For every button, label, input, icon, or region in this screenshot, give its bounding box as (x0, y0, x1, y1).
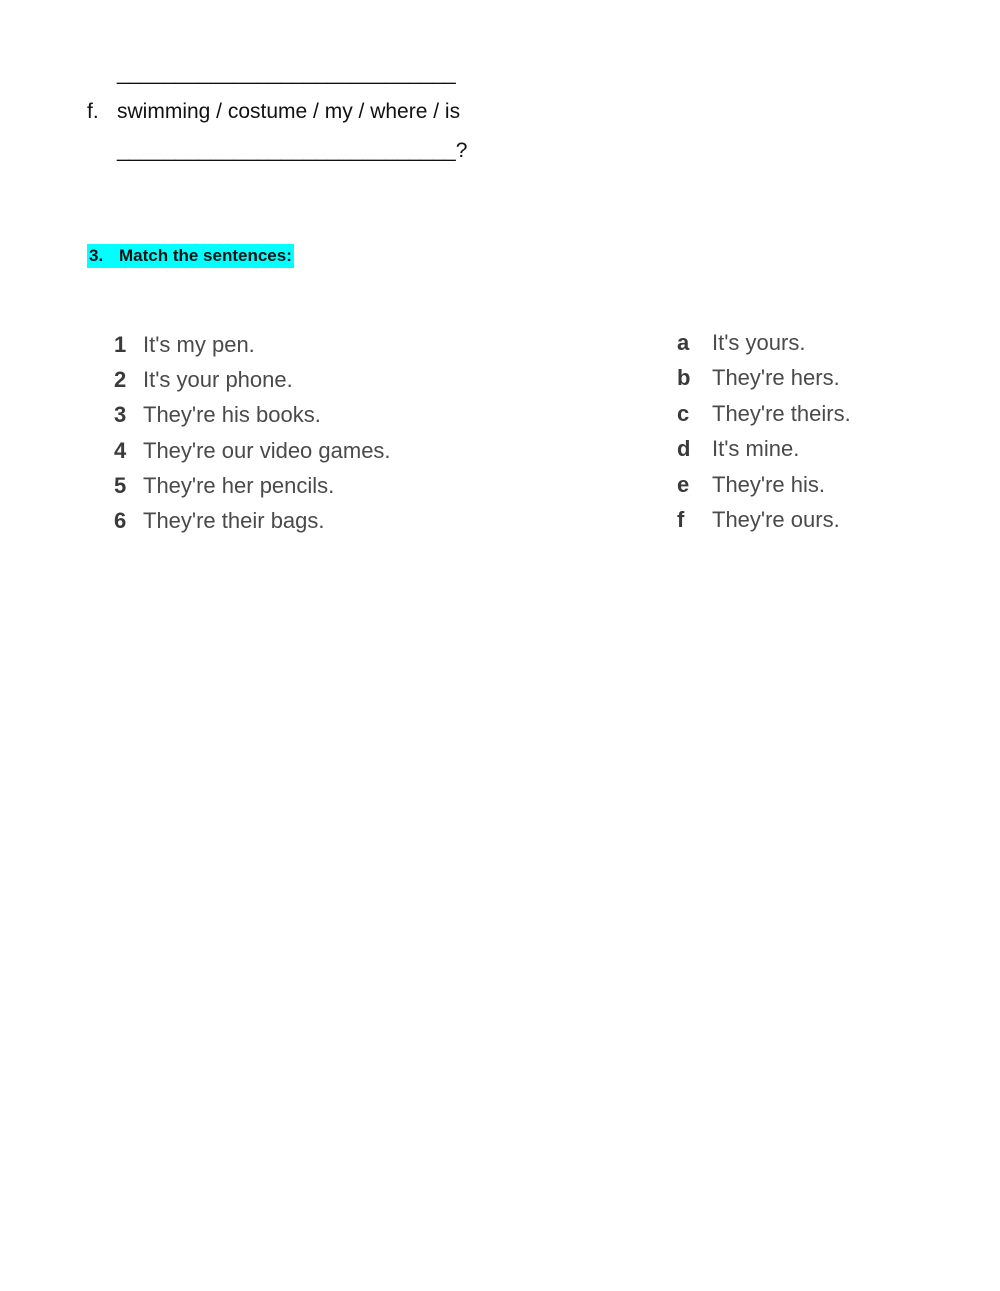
match-letter: e (677, 472, 690, 497)
item-letter-f: f. (87, 100, 99, 123)
match-sentence: It's my pen. (143, 332, 255, 357)
match-answer: They're theirs. (712, 401, 851, 426)
match-sentence: They're their bags. (143, 508, 325, 533)
answer-line-f[interactable]: _____________________________? (117, 139, 468, 162)
section-number: 3. (89, 246, 104, 265)
match-letter: a (677, 330, 690, 355)
section-title: Match the sentences: (119, 246, 292, 265)
match-answer: They're his. (712, 472, 826, 497)
match-letter: b (677, 365, 691, 390)
match-answer: They're hers. (712, 365, 840, 390)
match-letter: d (677, 436, 691, 461)
match-number: 2 (114, 367, 127, 392)
match-answer: It's mine. (712, 436, 800, 461)
match-answer: It's yours. (712, 330, 806, 355)
match-sentence: They're his books. (143, 402, 321, 427)
match-number: 5 (114, 473, 127, 498)
match-answer: They're ours. (712, 507, 840, 532)
match-letter: c (677, 401, 690, 426)
match-number: 6 (114, 508, 127, 533)
match-sentence: They're our video games. (143, 438, 391, 463)
match-number: 1 (114, 332, 127, 357)
match-letter: f (677, 507, 685, 532)
section-heading-3 (87, 244, 294, 268)
match-number: 3 (114, 402, 127, 427)
match-number: 4 (114, 438, 127, 463)
match-sentence: It's your phone. (143, 367, 293, 392)
item-f-prompt: swimming / costume / my / where / is (117, 100, 461, 123)
answer-line-e[interactable]: _____________________________ (117, 62, 456, 85)
match-sentence: They're her pencils. (143, 473, 335, 498)
